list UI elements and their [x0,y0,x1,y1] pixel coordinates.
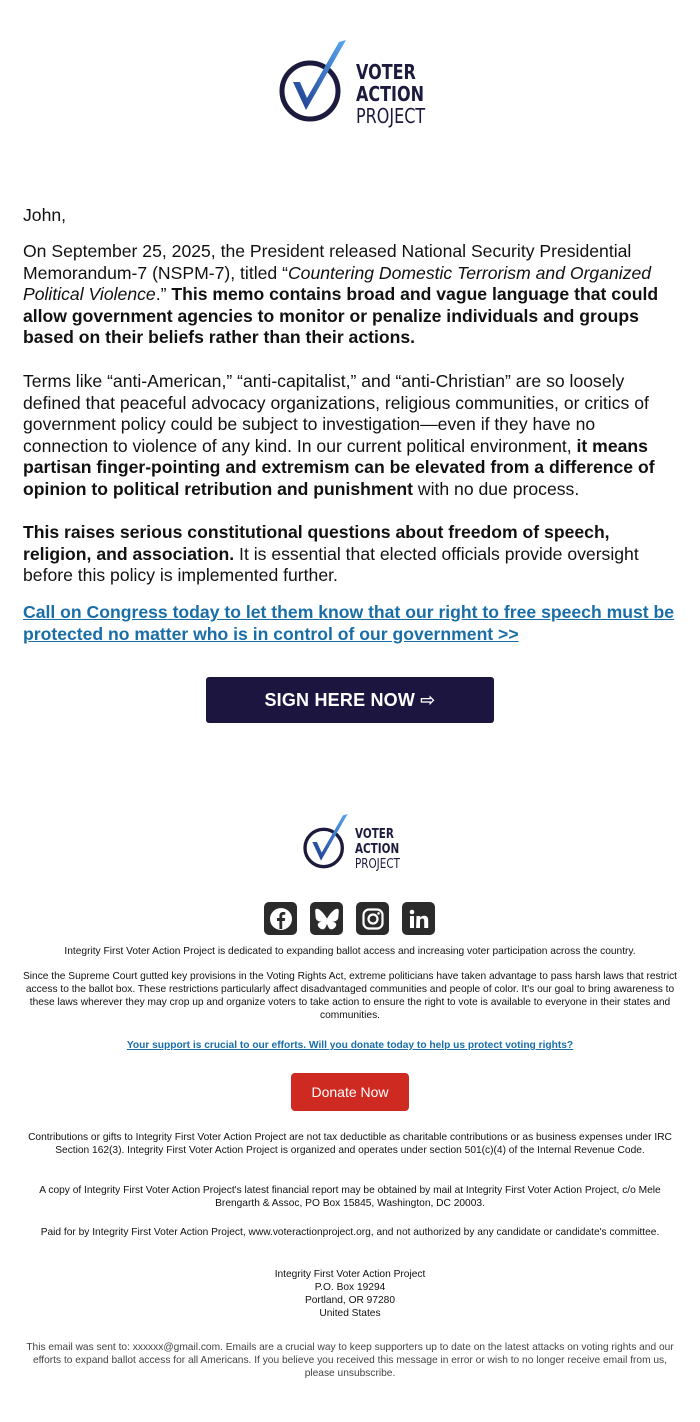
address-country: United States [319,1308,381,1319]
p2-bold: it means partisan finger-pointing and extremism can be elevated from a difference of opinion to political retribution and punishment [23,435,655,499]
footer-logo [303,812,403,874]
logo-word-project: PROJECT [356,104,426,128]
p1-bold: This memo contains broad and vague language that could allow government agencies to monitor or penalize individuals and groups based on their beliefs rather than their actions. [23,284,659,347]
greeting: John, [23,205,67,225]
footer-mission: Integrity First Voter Action Project is dedicated to expanding ballot access and increasing voter participation across the country. [64,946,636,957]
footer-address [22,1268,678,1320]
p3-bold: This raises serious constitutional questions about freedom of speech, religion, and association. [23,522,610,564]
memo-title: Countering Domestic Terrorism and Organized Political Violence [23,262,652,304]
facebook-icon[interactable] [264,902,297,935]
logo-word-action: ACTION [355,842,400,857]
paragraph-3 [23,522,678,587]
paragraph-2 [23,371,678,500]
social-links [264,902,435,935]
p1-text: On September 25, 2025, the President released National Security Presidential Memorandum-7 (NSPM-7), titled “ [23,241,632,283]
paragraph-1 [23,241,678,349]
p2-end: with no due process. [412,478,580,499]
address-box: P.O. Box 19294 [314,1282,386,1293]
p3-text: It is essential that elected officials provide oversight before this policy is implemented further. [23,543,639,585]
sign-here-button[interactable]: SIGN HERE NOW ⇨ [206,677,494,723]
logo-word-project: PROJECT [355,857,400,872]
logo-word-voter: VOTER [356,60,416,84]
p2-text: Terms like “anti-American,” “anti-capitalist,” and “anti-Christian” are so loosely defined that peaceful advocacy organizations, religious communities, or critics of government policy could be subject to investigation—even if they have no connection to violence of any kind. In our current political environment, [23,371,649,456]
address-org: Integrity First Voter Action Project [274,1269,426,1280]
bluesky-icon[interactable] [310,902,343,935]
logo-word-voter: VOTER [355,827,394,842]
footer-about: Since the Supreme Court gutted key provisions in the Voting Rights Act, extreme politicians have taken advantage to pass harsh laws that restrict access to the ballot box. These restrictions particularly affect disadvantaged communities and people of color. It's our goal to bring awareness to these laws wherever they may crop up and organize voters to take action to ensure the right to vote is available to everyone in their states and communities. [22,971,678,1021]
footer-tax-disclaimer: Contributions or gifts to Integrity First Voter Action Project are not tax deductible as charitable contributions or as business expenses under IRC Section 162(3). Integrity First Voter Action Project is organized and operates under section 501(c)(4) of the Internal Revenue Code. [28,1132,672,1156]
voter-action-project-logo [279,38,429,128]
address-city: Portland, OR 97280 [304,1295,396,1306]
donate-link[interactable]: Your support is crucial to our efforts. Will you donate today to help us protect voting rights? [126,1040,574,1051]
linkedin-icon[interactable] [402,902,435,935]
instagram-icon[interactable] [356,902,389,935]
p1-quote-end: .” [155,284,172,304]
checkmark-circle-icon [279,38,351,126]
footer-sent-to: This email was sent to: xxxxxx@gmail.com. Emails are a crucial way to keep supporters up to date on the latest attacks on voting rights and our efforts to expand ballot access for all Americans. If you believe you received this message in error or wish to no longer receive email from us, please unsubscribe. [26,1342,674,1379]
logo-word-action: ACTION [356,82,424,106]
donate-now-button[interactable]: Donate Now [291,1073,409,1111]
footer-paid-for: Paid for by Integrity First Voter Action Project, www.voteractionproject.org, and not authorized by any candidate or candidate's committee. [40,1227,660,1238]
footer-financial-report: A copy of Integrity First Voter Action Project's latest financial report may be obtained by mail at Integrity First Voter Action Project, c/o Mele Brengarth & Assoc, PO Box 15845, Washington, DC 20003. [39,1185,661,1209]
call-congress-link[interactable]: Call on Congress today to let them know that our right to free speech must be protected no matter who is in control of our government >> [23,602,675,644]
checkmark-circle-icon [303,812,351,872]
